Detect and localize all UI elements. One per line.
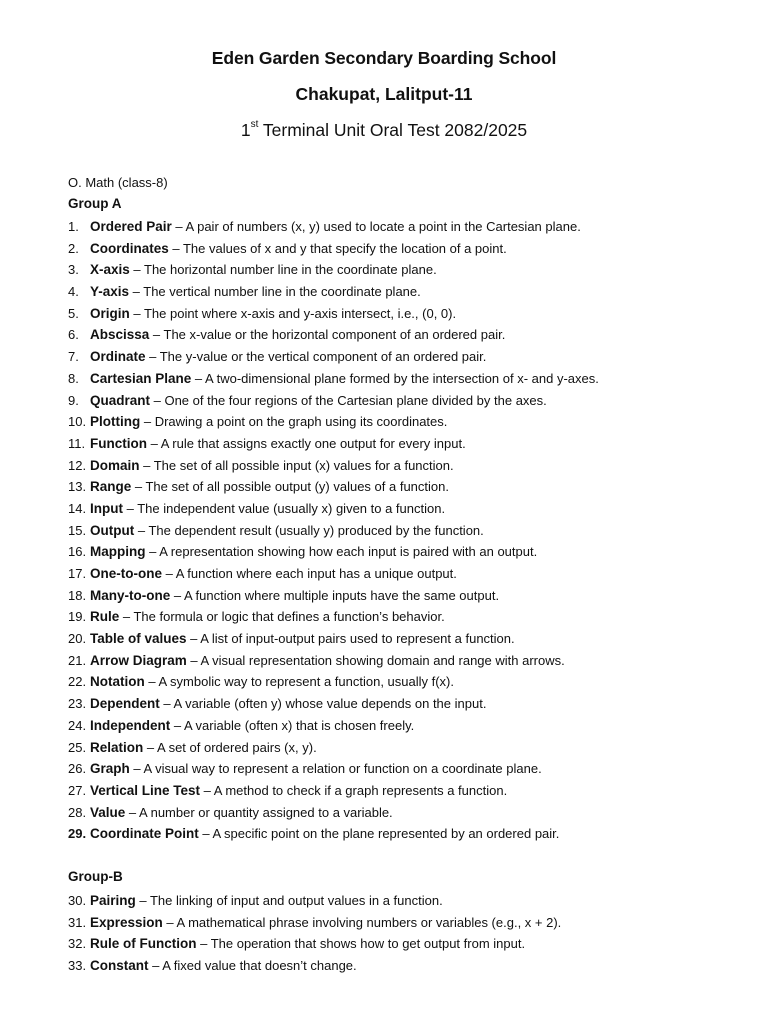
group-a-heading: Group A	[68, 196, 122, 211]
list-item	[68, 912, 748, 934]
item-number: 6.	[68, 327, 79, 343]
item-number: 22.	[68, 674, 87, 690]
item-number: 5.	[68, 305, 79, 321]
item-term: Y-axis	[90, 284, 130, 300]
item-definition: – A visual way to represent a relation or function on a coordinate plane.	[129, 761, 542, 777]
item-definition: – A variable (often x) that is chosen freely.	[170, 717, 415, 733]
item-term: Range	[90, 479, 132, 495]
item-term: Ordinate	[90, 349, 146, 365]
item-definition: – One of the four regions of the Cartesian plane divided by the axes.	[150, 392, 547, 408]
item-number: 10.	[68, 414, 87, 430]
list-item	[68, 281, 748, 303]
item-definition: – Drawing a point on the graph using its coordinates.	[140, 414, 448, 430]
item-definition: – The independent value (usually x) given to a function.	[123, 500, 446, 516]
item-term: Constant	[90, 958, 149, 974]
item-term: Plotting	[90, 414, 141, 430]
item-number: 14.	[68, 500, 87, 516]
item-number: 17.	[68, 566, 87, 581]
item-number: 24.	[68, 717, 87, 733]
school-location: Chakupat, Lalitput-11	[295, 84, 473, 104]
item-definition: – The y-value or the vertical component of an ordered pair.	[145, 349, 487, 365]
list-item	[68, 758, 748, 780]
list-item	[68, 411, 748, 433]
list-item	[68, 890, 748, 912]
list-item	[68, 650, 748, 672]
item-term: Relation	[90, 739, 144, 755]
item-term: Vertical Line Test	[90, 782, 201, 798]
group-b-list	[68, 890, 748, 977]
list-item	[68, 541, 748, 563]
exam-title-rest: Terminal Unit Oral Test 2082/2025	[258, 120, 528, 140]
item-term: Mapping	[90, 544, 146, 560]
list-item	[68, 520, 748, 542]
item-term: Coordinates	[90, 240, 169, 256]
item-term: Function	[90, 435, 147, 451]
list-item	[68, 693, 748, 715]
item-number: 20.	[68, 631, 87, 647]
item-definition: – A two-dimensional plane formed by the intersection of x- and y-axes.	[191, 370, 599, 386]
list-item	[68, 563, 748, 585]
item-term: X-axis	[90, 262, 130, 278]
item-term: Dependent	[90, 696, 160, 712]
item-number: 33.	[68, 958, 87, 974]
item-definition: – A set of ordered pairs (x, y).	[143, 739, 317, 755]
list-item	[68, 955, 748, 977]
item-definition: – A mathematical phrase involving numbers or variables (e.g., x + 2).	[162, 914, 562, 930]
item-definition: – A fixed value that doesn’t change.	[148, 958, 357, 974]
item-number: 9.	[68, 392, 79, 408]
item-definition: – The dependent result (usually y) produced by the function.	[134, 522, 484, 538]
list-item	[68, 585, 748, 607]
item-number: 16.	[68, 544, 87, 560]
list-item	[68, 823, 748, 845]
item-definition: – A method to check if a graph represents a function.	[200, 782, 508, 798]
item-number: 8.	[68, 370, 79, 386]
exam-title	[0, 120, 768, 141]
exam-title-prefix: 1	[240, 120, 251, 140]
group-a-list	[68, 216, 748, 845]
list-item	[68, 606, 748, 628]
item-number: 13.	[68, 479, 87, 495]
item-term: Output	[90, 522, 135, 538]
item-definition: – A rule that assigns exactly one output for every input.	[147, 435, 466, 451]
list-item	[68, 324, 748, 346]
item-term: Arrow Diagram	[90, 652, 187, 668]
item-number: 1.	[68, 219, 79, 234]
item-term: Independent	[90, 717, 171, 733]
item-definition: – The point where x-axis and y-axis intersect, i.e., (0, 0).	[129, 305, 457, 321]
list-item	[68, 780, 748, 802]
list-item	[68, 715, 748, 737]
list-item	[68, 455, 748, 477]
group-b-heading: Group-B	[68, 869, 123, 884]
item-number: 18.	[68, 587, 87, 603]
item-definition: – A representation showing how each input is paired with an output.	[145, 544, 538, 560]
item-number: 7.	[68, 349, 79, 365]
item-definition: – The set of all possible input (x) values for a function.	[139, 457, 454, 473]
item-term: Expression	[90, 914, 163, 930]
list-item	[68, 346, 748, 368]
list-item	[68, 216, 748, 238]
item-number: 26.	[68, 761, 87, 777]
item-term: Rule	[90, 609, 120, 625]
item-number: 19.	[68, 609, 87, 625]
item-definition: – The operation that shows how to get output from input.	[196, 936, 526, 952]
item-term: Value	[90, 804, 126, 820]
item-definition: – A number or quantity assigned to a variable.	[125, 804, 393, 820]
item-definition: – A function where each input has a unique output.	[162, 566, 457, 581]
list-item	[68, 498, 748, 520]
item-number: 30.	[68, 893, 87, 908]
list-item	[68, 238, 748, 260]
item-number: 29.	[68, 826, 87, 842]
item-number: 15.	[68, 522, 87, 538]
list-item	[68, 259, 748, 281]
item-number: 28.	[68, 804, 87, 820]
item-term: Ordered Pair	[90, 219, 172, 234]
list-item	[68, 433, 748, 455]
item-number: 23.	[68, 696, 87, 712]
item-number: 25.	[68, 739, 87, 755]
list-item	[68, 737, 748, 759]
item-definition: – A variable (often y) whose value depends on the input.	[159, 696, 487, 712]
item-term: Abscissa	[90, 327, 150, 343]
exam-title-superscript: st	[250, 119, 259, 131]
item-number: 4.	[68, 284, 79, 300]
item-definition: – The set of all possible output (y) values of a function.	[131, 479, 449, 495]
item-term: Many-to-one	[90, 587, 171, 603]
list-item	[68, 802, 748, 824]
item-term: Cartesian Plane	[90, 370, 192, 386]
item-definition: – A specific point on the plane represented by an ordered pair.	[198, 826, 560, 842]
item-definition: – The linking of input and output values in a function.	[135, 893, 443, 908]
item-term: Domain	[90, 457, 140, 473]
item-term: Origin	[90, 305, 130, 321]
school-name: Eden Garden Secondary Boarding School	[211, 48, 557, 68]
list-item	[68, 476, 748, 498]
list-item	[68, 671, 748, 693]
item-number: 3.	[68, 262, 79, 278]
item-term: Input	[90, 500, 123, 516]
item-definition: – A pair of numbers (x, y) used to locate a point in the Cartesian plane.	[171, 219, 581, 234]
item-term: Table of values	[90, 631, 187, 647]
item-number: 32.	[68, 936, 87, 952]
list-item	[68, 303, 748, 325]
item-number: 27.	[68, 782, 87, 798]
item-term: Graph	[90, 761, 130, 777]
item-term: One-to-one	[90, 566, 162, 581]
subject-line: O. Math (class-8)	[68, 175, 168, 190]
list-item	[68, 390, 748, 412]
item-definition: – The vertical number line in the coordinate plane.	[129, 284, 421, 300]
item-number: 21.	[68, 652, 87, 668]
item-definition: – A function where multiple inputs have the same output.	[170, 587, 500, 603]
item-definition: – The x-value or the horizontal component of an ordered pair.	[149, 327, 506, 343]
list-item	[68, 628, 748, 650]
item-definition: – The values of x and y that specify the location of a point.	[168, 240, 507, 256]
item-definition: – A symbolic way to represent a function, usually f(x).	[144, 674, 455, 690]
item-term: Coordinate Point	[90, 826, 199, 842]
item-number: 31.	[68, 914, 87, 930]
item-definition: – A list of input-output pairs used to represent a function.	[186, 631, 515, 647]
list-item	[68, 933, 748, 955]
item-definition: – A visual representation showing domain and range with arrows.	[186, 652, 565, 668]
list-item	[68, 368, 748, 390]
item-definition: – The horizontal number line in the coordinate plane.	[129, 262, 437, 278]
item-term: Rule of Function	[90, 936, 197, 952]
item-definition: – The formula or logic that defines a function’s behavior.	[119, 609, 445, 625]
item-number: 2.	[68, 240, 79, 256]
item-term: Notation	[90, 674, 145, 690]
item-number: 12.	[68, 457, 87, 473]
item-term: Quadrant	[90, 392, 151, 408]
item-term: Pairing	[90, 893, 136, 908]
item-number: 11.	[68, 435, 86, 451]
